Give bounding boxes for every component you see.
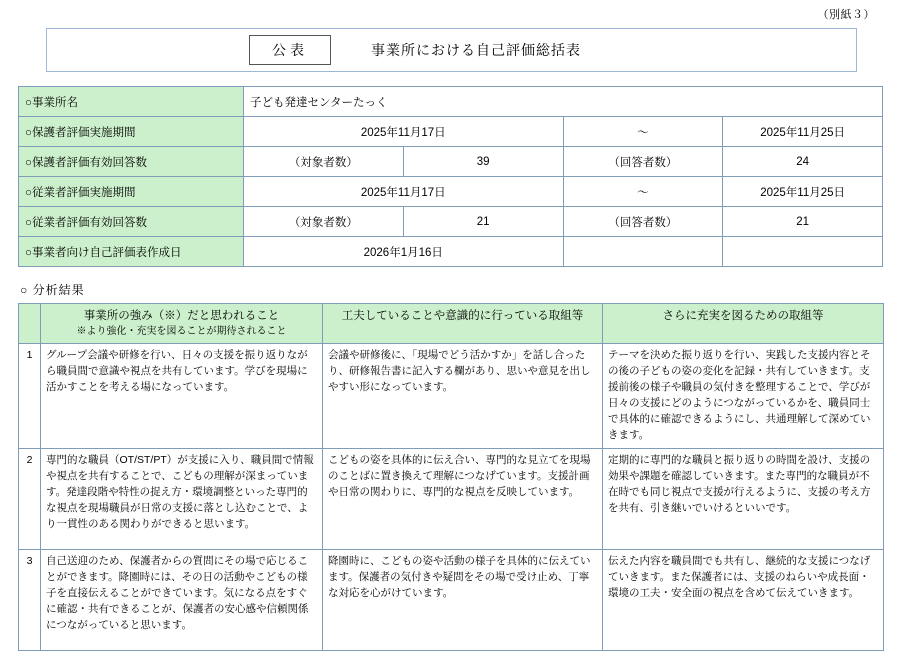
creation-date-spacer-1 xyxy=(563,237,723,267)
guardian-period-start: 2025年11月17日 xyxy=(244,117,564,147)
staff-respondent-label: （回答者数） xyxy=(563,207,723,237)
analysis-heading: ○ 分析結果 xyxy=(20,283,85,297)
table-row xyxy=(19,117,883,147)
row-further: 伝えた内容を職員間でも共有し、継続的な支援につなげていきます。また保護者には、支援のねらいや成長面・環境の工夫・安全面の視点を含めて伝えていきます。 xyxy=(603,550,884,651)
table-row xyxy=(19,449,884,550)
staff-target-label: （対象者数） xyxy=(244,207,404,237)
table-row xyxy=(19,177,883,207)
table-row xyxy=(19,344,884,449)
guardian-target-count: 39 xyxy=(403,147,563,177)
guardian-period-end: 2025年11月25日 xyxy=(723,117,883,147)
header-strengths-sub: ※より強化・充実を図ることが期待されること xyxy=(76,325,287,337)
creation-date-value: 2026年1月16日 xyxy=(244,237,564,267)
row-label-staff-survey-period: ○従業者評価実施期間 xyxy=(19,177,244,207)
form-number-note: （別紙３） xyxy=(817,9,875,21)
header-number xyxy=(19,304,41,344)
row-further: 定期的に専門的な職員と振り返りの時間を設け、支援の効果や課題を確認していきます。また専門的な職員が不在時でも同じ視点で支援が行えるように、支援の考え方を共有、引き継いでいけるといいです。 xyxy=(603,449,884,550)
row-label-facility-name: ○事業所名 xyxy=(19,87,244,117)
row-number: 2 xyxy=(19,449,41,550)
row-label-guardian-survey-period: ○保護者評価実施期間 xyxy=(19,117,244,147)
table-row xyxy=(19,147,883,177)
table-row xyxy=(19,237,883,267)
public-disclosure-stamp: 公表 xyxy=(249,35,331,65)
table-row xyxy=(19,207,883,237)
guardian-target-label: （対象者数） xyxy=(244,147,404,177)
row-strength: グループ会議や研修を行い、日々の支援を振り返りながら職員間で意識や視点を共有しています。学びを現場に活かすことを考える場になっています。 xyxy=(41,344,323,449)
staff-period-start: 2025年11月17日 xyxy=(244,177,564,207)
page-title: 事業所における自己評価総括表 xyxy=(371,42,581,58)
staff-respondent-count: 21 xyxy=(723,207,883,237)
analysis-results-table xyxy=(18,303,884,651)
row-strength: 自己送迎のため、保護者からの質問にその場で応じることができます。降園時には、その日の活動やこどもの様子を直接伝えることができています。気になる点をすぐに確認・共有できることが、保護者の安心感や信頼関係につながっていると思います。 xyxy=(41,550,323,651)
table-row xyxy=(19,550,884,651)
row-number: 3 xyxy=(19,550,41,651)
analysis-header-row xyxy=(19,304,884,344)
guardian-period-tilde: ～ xyxy=(563,117,723,147)
row-efforts: 降園時に、こどもの姿や活動の様子を具体的に伝えています。保護者の気付きや疑問をその場で受け止め、丁寧な対応を心がけています。 xyxy=(323,550,603,651)
row-efforts: 会議や研修後に、「現場でどう活かすか」を話し合ったり、研修報告書に記入する欄があり、思いや意見を出しやすい形になっています。 xyxy=(323,344,603,449)
row-further: テーマを決めた振り返りを行い、実践した支援内容とその後の子どもの姿の変化を記録・共有していきます。支援前後の様子や職員の気付きを整理することで、学びが日々の支援にどのようにつながっているかを、職員同士で具体的に確認できるようにし、共通理解して深めていきます。 xyxy=(603,344,884,449)
title-box xyxy=(46,28,857,72)
row-label-guardian-valid-responses: ○保護者評価有効回答数 xyxy=(19,147,244,177)
guardian-respondent-count: 24 xyxy=(723,147,883,177)
header-efforts: 工夫していることや意識的に行っている取組等 xyxy=(323,304,603,344)
guardian-respondent-label: （回答者数） xyxy=(563,147,723,177)
row-label-staff-valid-responses: ○従業者評価有効回答数 xyxy=(19,207,244,237)
staff-target-count: 21 xyxy=(403,207,563,237)
table-row xyxy=(19,87,883,117)
header-strengths xyxy=(41,304,323,344)
facility-name-value: 子ども発達センターたっく xyxy=(244,87,883,117)
staff-period-end: 2025年11月25日 xyxy=(723,177,883,207)
row-strength: 専門的な職員（OT/ST/PT）が支援に入り、職員間で情報や視点を共有することで、こどもの理解が深まっています。発達段階や特性の捉え方・環境調整といった専門的な視点を現場職員が日常の支援に落とし込むことで、より一貫性のある関わりができると思います。 xyxy=(41,449,323,550)
facility-info-table xyxy=(18,86,883,267)
header-further-actions: さらに充実を図るための取組等 xyxy=(603,304,884,344)
creation-date-spacer-2 xyxy=(723,237,883,267)
header-strengths-main: 事業所の強み（※）だと思われること xyxy=(83,310,280,322)
staff-period-tilde: ～ xyxy=(563,177,723,207)
row-number: 1 xyxy=(19,344,41,449)
row-efforts: こどもの姿を具体的に伝え合い、専門的な見立てを現場のことばに置き換えて理解につなげています。支援計画や日常の関わりに、専門的な視点を反映しています。 xyxy=(323,449,603,550)
row-label-creation-date: ○事業者向け自己評価表作成日 xyxy=(19,237,244,267)
